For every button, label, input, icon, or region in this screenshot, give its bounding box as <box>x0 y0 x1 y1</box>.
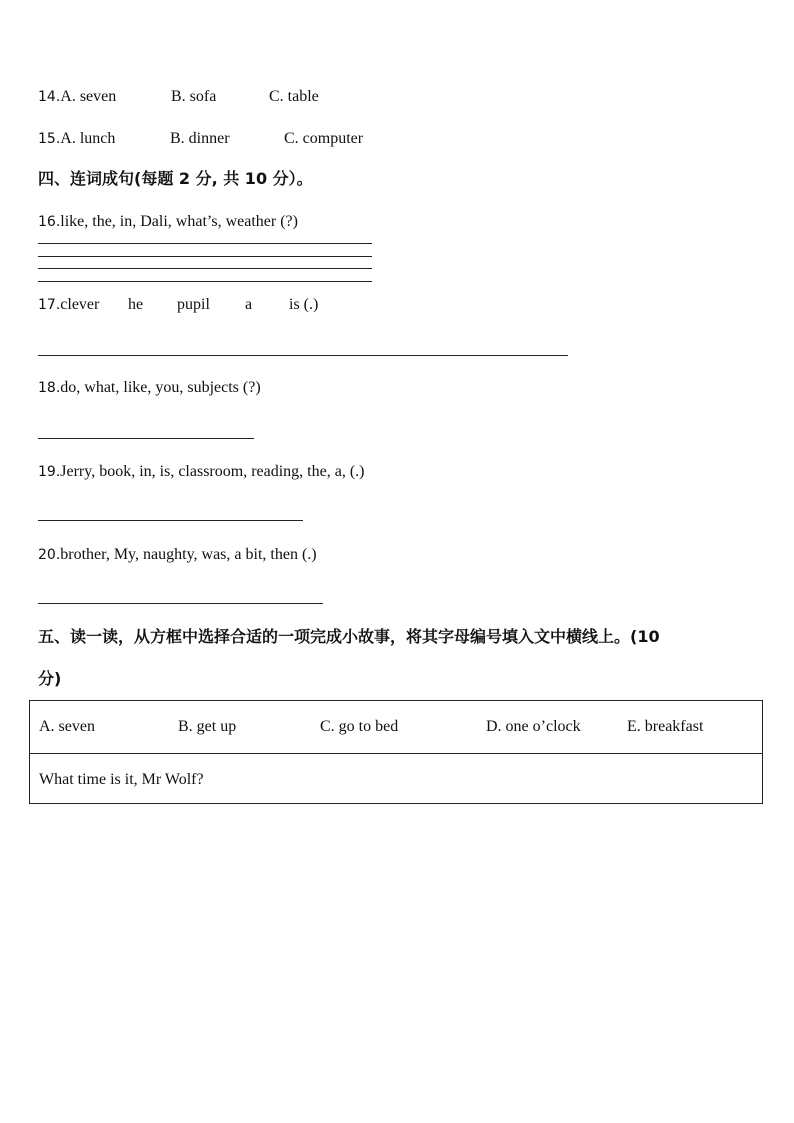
q14-option-c: C. table <box>269 88 319 105</box>
answer-line[interactable] <box>38 520 303 521</box>
answer-line[interactable] <box>38 243 372 244</box>
question-number: 20. <box>38 547 61 563</box>
option-a: A. seven <box>60 88 117 105</box>
option-d: D. one o’clock <box>486 718 581 735</box>
question-15 <box>38 129 115 149</box>
question-19 <box>38 462 364 482</box>
answer-line[interactable] <box>38 256 372 257</box>
word-list: brother, My, naughty, was, a bit, then (.) <box>60 546 317 563</box>
word: clever <box>60 296 100 313</box>
section-5-heading: 五、读一读，从方框中选择合适的一项完成小故事，将其字母编号填入文中横线上。(10 <box>38 627 660 646</box>
story-first-line: What time is it, Mr Wolf? <box>39 771 204 788</box>
question-number: 16. <box>38 214 61 230</box>
question-number: 18. <box>38 380 61 396</box>
question-20 <box>38 545 317 565</box>
q15-option-b: B. dinner <box>170 130 230 147</box>
option-e: E. breakfast <box>627 718 704 735</box>
word: pupil <box>177 296 210 313</box>
option-b: B. get up <box>178 718 237 735</box>
answer-line[interactable] <box>38 355 568 356</box>
answer-line[interactable] <box>38 268 372 269</box>
question-number: 15. <box>38 131 61 147</box>
question-number: 17. <box>38 297 61 313</box>
question-17 <box>38 295 99 315</box>
question-14 <box>38 87 116 107</box>
word: a <box>245 296 253 313</box>
answer-line[interactable] <box>38 281 372 282</box>
section-4-heading: 四、连词成句(每题 2 分, 共 10 分）。 <box>38 169 313 188</box>
word-list: like, the, in, Dali, what’s, weather (?) <box>60 213 298 230</box>
options-box <box>29 700 763 804</box>
box-divider <box>30 753 762 754</box>
q15-option-c: C. computer <box>284 130 364 147</box>
question-16 <box>38 212 298 232</box>
section-5-heading-continued: 分) <box>38 669 62 688</box>
answer-line[interactable] <box>38 438 254 439</box>
question-number: 14. <box>38 89 61 105</box>
q14-option-b: B. sofa <box>171 88 217 105</box>
word-list: do, what, like, you, subjects (?) <box>60 379 261 396</box>
answer-line[interactable] <box>38 603 323 604</box>
option-c: C. go to bed <box>320 718 399 735</box>
option-a: A. lunch <box>60 130 116 147</box>
question-number: 19. <box>38 464 61 480</box>
option-a: A. seven <box>39 718 95 735</box>
word-list: Jerry, book, in, is, classroom, reading, the, a, (.) <box>60 463 365 480</box>
word: he <box>128 296 144 313</box>
question-18 <box>38 378 261 398</box>
word: is (.) <box>289 296 319 313</box>
